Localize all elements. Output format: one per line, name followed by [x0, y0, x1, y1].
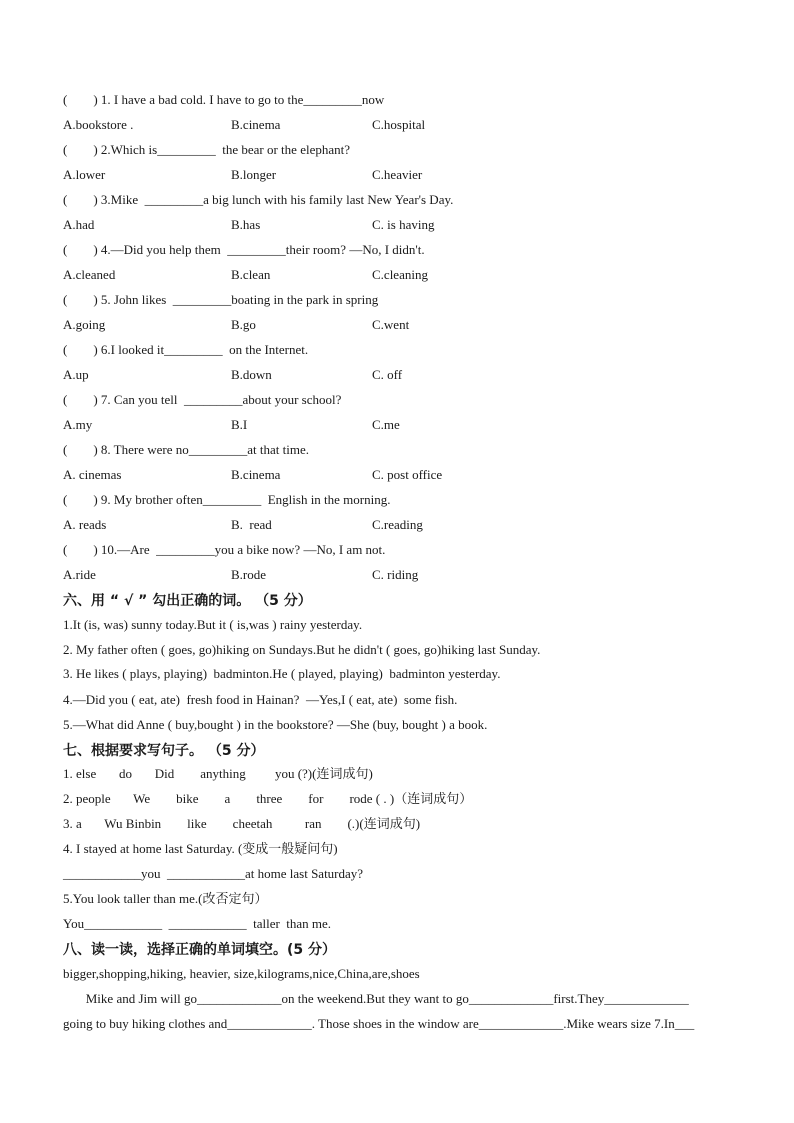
mc-options-6 — [0, 367, 794, 385]
option-c: C.hospital — [372, 117, 426, 132]
option-b: B.longer — [231, 167, 277, 182]
mc-options-7 — [0, 417, 794, 435]
question-text: ( ) 9. My brother often_________ English in the morning. — [63, 492, 391, 507]
mc-options-10 — [0, 567, 794, 585]
option-c: C.me — [372, 417, 400, 432]
question-text: ( ) 4.—Did you help them _________their room? —No, I didn't. — [63, 242, 425, 257]
option-b: B.I — [231, 417, 248, 432]
mc-question-5 — [0, 292, 794, 310]
section-6-item: 1.It (is, was) sunny today.But it ( is,was ) rainy yesterday. — [63, 617, 363, 632]
option-a: A.lower — [63, 167, 106, 182]
section-7-item: ____________you ____________at home last Saturday? — [63, 866, 364, 881]
question-text: ( ) 8. There were no_________at that time. — [63, 442, 309, 457]
mc-options-9 — [0, 517, 794, 535]
mc-options-1 — [0, 117, 794, 135]
option-a: A.cleaned — [63, 267, 116, 282]
section-7-item: You____________ ____________ taller than me. — [63, 916, 332, 931]
section-7-item: 2. people We bike a three for rode ( . )（连词成句） — [63, 791, 473, 806]
section-7-item: 1. else do Did anything you (?)(连词成句) — [63, 766, 373, 781]
section-7-item: 5.You look taller than me.(改否定句） — [63, 891, 268, 906]
option-b: B.cinema — [231, 117, 281, 132]
mc-question-1 — [0, 92, 794, 110]
option-b: B.clean — [231, 267, 271, 282]
option-a: A.going — [63, 317, 106, 332]
section-6-item: 3. He likes ( plays, playing) badminton.He ( played, playing) badminton yesterday. — [63, 666, 501, 681]
mc-options-4 — [0, 267, 794, 285]
passage-line: going to buy hiking clothes and_____________. Those shoes in the window are_____________.Mike wears size 7.In___ — [63, 1016, 695, 1031]
passage-line: Mike and Jim will go_____________on the weekend.But they want to go_____________first.They_____________ — [63, 991, 689, 1006]
mc-question-6 — [0, 342, 794, 360]
question-text: ( ) 7. Can you tell _________about your school? — [63, 392, 342, 407]
section-6-item: 5.—What did Anne ( buy,bought ) in the bookstore? —She (buy, bought ) a book. — [63, 717, 488, 732]
option-c: C. post office — [372, 467, 443, 482]
option-a: A. reads — [63, 517, 107, 532]
option-b: B.down — [231, 367, 272, 382]
option-c: C.reading — [372, 517, 423, 532]
mc-question-9 — [0, 492, 794, 510]
option-a: A.bookstore . — [63, 117, 134, 132]
option-b: B.has — [231, 217, 261, 232]
mc-question-4 — [0, 242, 794, 260]
option-c: C.heavier — [372, 167, 423, 182]
option-c: C. off — [372, 367, 403, 382]
option-a: A. cinemas — [63, 467, 122, 482]
question-text: ( ) 6.I looked it_________ on the Internet. — [63, 342, 309, 357]
mc-question-7 — [0, 392, 794, 410]
option-b: B. read — [231, 517, 272, 532]
question-text: ( ) 3.Mike _________a big lunch with his family last New Year's Day. — [63, 192, 454, 207]
mc-options-3 — [0, 217, 794, 235]
option-b: B.go — [231, 317, 256, 332]
section-7-heading: 七、根据要求写句子。 （5 分） — [63, 743, 265, 759]
question-text: ( ) 10.—Are _________you a bike now? —No, I am not. — [63, 542, 386, 557]
word-bank: bigger,shopping,hiking, heavier, size,kilograms,nice,China,are,shoes — [63, 966, 420, 981]
question-text: ( ) 1. I have a bad cold. I have to go to the_________now — [63, 92, 385, 107]
mc-question-10 — [0, 542, 794, 560]
option-a: A.had — [63, 217, 95, 232]
option-a: A.up — [63, 367, 89, 382]
section-8-heading: 八、读一读，选择正确的单词填空。(5 分） — [63, 942, 337, 958]
section-7-item: 3. a Wu Binbin like cheetah ran (.)(连词成句) — [63, 816, 421, 831]
mc-question-2 — [0, 142, 794, 160]
section-6-item: 4.—Did you ( eat, ate) fresh food in Hainan? —Yes,I ( eat, ate) some fish. — [63, 692, 458, 707]
option-c: C. riding — [372, 567, 419, 582]
mc-question-3 — [0, 192, 794, 210]
option-a: A.ride — [63, 567, 96, 582]
option-b: B.rode — [231, 567, 267, 582]
option-a: A.my — [63, 417, 93, 432]
section-7-item: 4. I stayed at home last Saturday. (变成一般疑问句) — [63, 841, 338, 856]
section-6-heading: 六、用 “ √ ” 勾出正确的词。 （5 分） — [63, 593, 312, 609]
question-text: ( ) 5. John likes _________boating in the park in spring — [63, 292, 379, 307]
option-b: B.cinema — [231, 467, 281, 482]
section-6-item: 2. My father often ( goes, go)hiking on Sundays.But he didn't ( goes, go)hiking last Sunday. — [63, 642, 541, 657]
mc-question-8 — [0, 442, 794, 460]
mc-options-5 — [0, 317, 794, 335]
question-text: ( ) 2.Which is_________ the bear or the elephant? — [63, 142, 350, 157]
mc-options-8 — [0, 467, 794, 485]
option-c: C.went — [372, 317, 410, 332]
option-c: C.cleaning — [372, 267, 428, 282]
option-c: C. is having — [372, 217, 435, 232]
mc-options-2 — [0, 167, 794, 185]
